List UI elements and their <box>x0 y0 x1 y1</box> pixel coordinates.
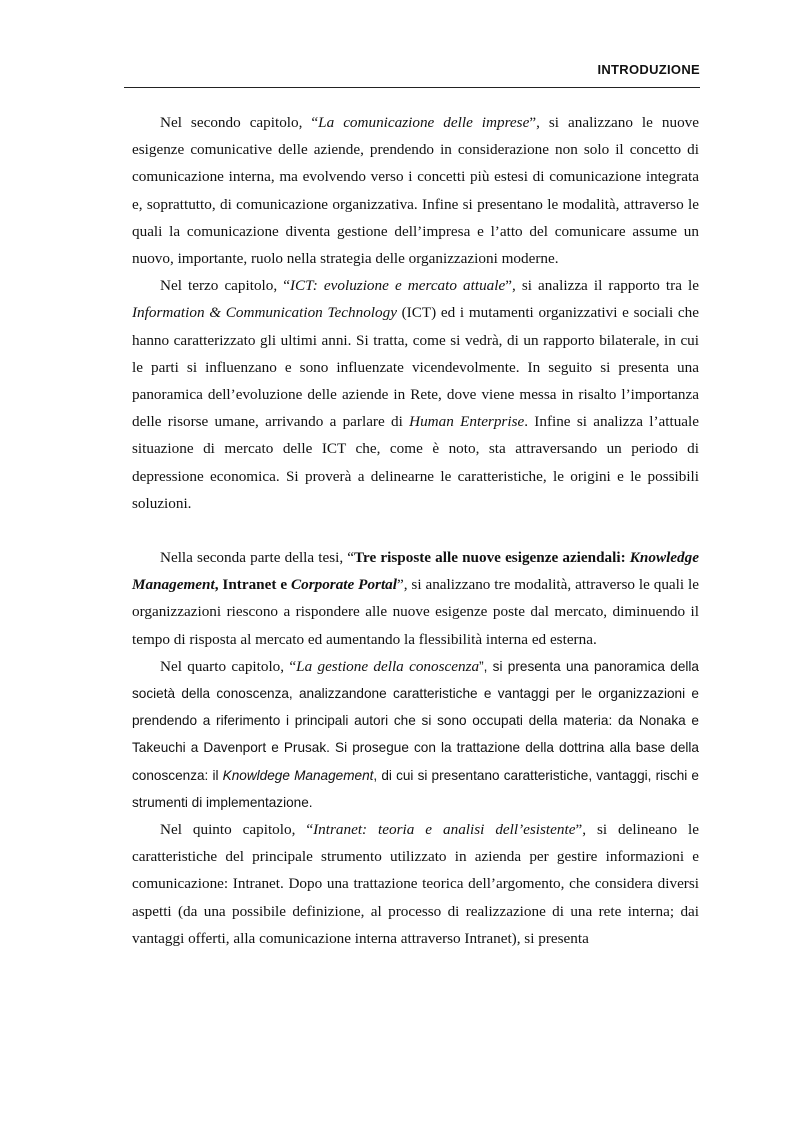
text-span: , di cui si presentano caratteristiche, vantaggi, rischi e strumenti di implementazione. <box>132 767 699 810</box>
ict-term-italic: Information & Communication Technology <box>132 304 397 322</box>
paragraph-second-chapter <box>132 109 699 272</box>
part-title-bold: Tre risposte alle nuove esigenze aziendali: <box>354 549 630 567</box>
text-span: ”, si delineano le caratteristiche del principale strumento utilizzato in azienda per gestire informazioni e comunicazione: Intranet. Dopo una trattazione teorica dell’argomento, che considera diversi aspetti (da una possibile definizione, al processo di realizzazione di una rete interna; dai vantaggi offerti, alla comunicazione interna attraverso Intranet), si presenta <box>132 821 700 947</box>
text-span: ”, si analizzano le nuove esigenze comunicative delle aziende, prendendo in considerazione non solo il concetto di comunicazione interna, ma evolvendo verso i concetti più estesi di comunicazione integrata e, soprattutto, di comunicazione organizzativa. Infine si presentano le modalità, attraverso le quali la comunicazione diventa gestione dell’impresa e l’atto del comunicare assume un nuovo, importante, ruolo nella strategia delle organizzazioni moderne. <box>132 114 700 268</box>
chapter-title-italic: ICT: evoluzione e mercato attuale <box>289 277 506 295</box>
body-text <box>132 109 699 952</box>
text-span: Nel terzo capitolo, “ <box>160 277 290 295</box>
text-span: (ICT) ed i mutamenti organizzativi e sociali che hanno caratterizzato gli ultimi anni. Si tratta, come si vedrà, di un rapporto bilaterale, in cui le parti si influenzano e sono influenzate vicendevolmente. In seguito si presenta una panoramica dell’evoluzione delle aziende in Rete, dove viene messa in risalto l’importanza delle risorse umane, arrivando a parlare di <box>132 304 699 431</box>
chapter-title-italic: La gestione della conoscenza <box>296 657 480 675</box>
human-enterprise-italic: Human Enterprise <box>409 413 525 431</box>
part-title-bold: , Intranet e <box>214 576 291 594</box>
paragraph-second-part <box>132 544 699 653</box>
header-rule <box>124 87 700 88</box>
text-span: Nel quinto capitolo, “ <box>160 821 314 839</box>
paragraph-fourth-chapter <box>132 653 699 816</box>
text-span: . Infine si analizza l’attuale situazione di mercato delle ICT che, come è noto, sta attraversando un periodo di depressione economica. Si proverà a delinearne le caratteristiche, le origini e le possibili soluzioni. <box>132 413 699 512</box>
text-span: ”, si analizza il rapporto tra le <box>505 277 699 295</box>
text-span: Nel quarto capitolo, “ <box>160 657 297 675</box>
text-span: ”, si analizzano tre modalità, attraverso le quali le organizzazioni riescono a rispondere alle nuove esigenze poste dal mercato, diminuendo il tempo di risposta al mercato ed aumentando la flessibilità interna ed esterna. <box>132 576 699 648</box>
text-span: Nel secondo capitolo, “ <box>160 114 319 131</box>
text-span: ”, si presenta una panoramica della società della conoscenza, analizzandone caratteristiche e vantaggi per le organizzazioni e prendendo a riferimento i principali autori che si sono occupati della materia: da Nonaka e Takeuchi a Davenport e Prusak. Si prosegue con la trattazione della dottrina alla base della conoscenza: il <box>132 658 699 783</box>
text-span: Nella seconda parte della tesi, “ <box>160 549 355 567</box>
chapter-title-italic: La comunicazione delle imprese <box>318 114 530 131</box>
part-title-bold-italic: Corporate Portal <box>290 576 397 594</box>
km-term-italic: Knowldege Management <box>222 767 374 783</box>
paragraph-third-chapter <box>132 272 699 517</box>
part-title-bold-italic: Knowledge Management <box>132 549 699 594</box>
chapter-title-italic: Intranet: teoria e analisi dell’esistente <box>313 821 576 839</box>
paragraph-fifth-chapter <box>132 816 699 952</box>
running-header: INTRODUZIONE <box>597 62 700 77</box>
